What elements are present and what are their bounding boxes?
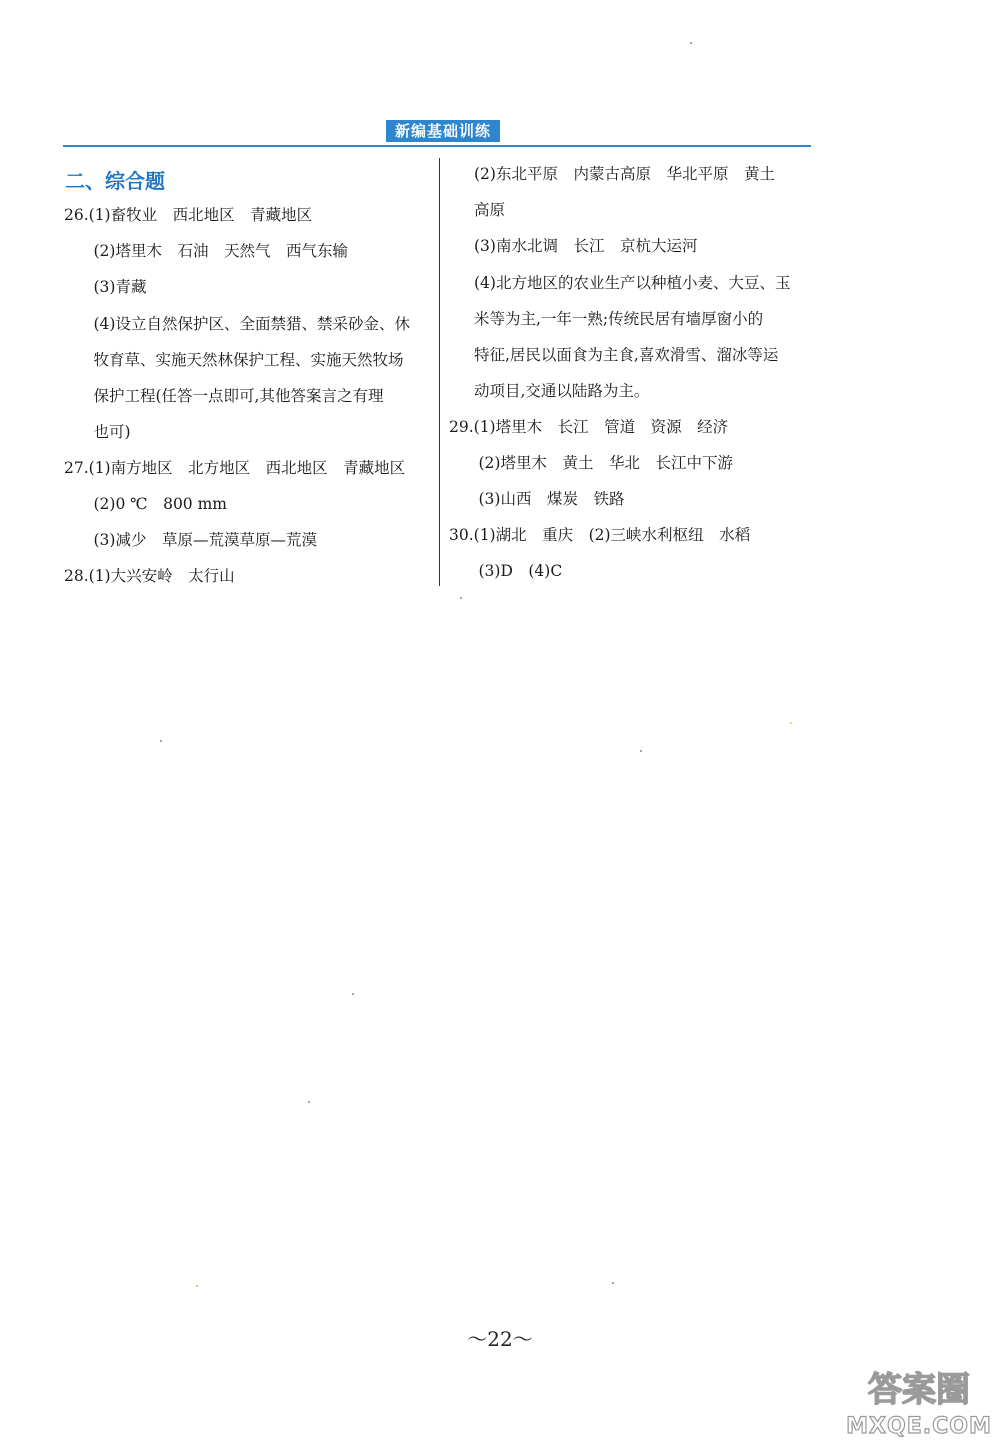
answer-line: 动项目,交通以陆路为主。	[474, 382, 650, 400]
answer-line: (4)设立自然保护区、全面禁猎、禁采砂金、休	[78, 315, 410, 333]
answer-line: (3)南水北调 长江 京杭大运河	[474, 237, 698, 255]
answer-line: (2)塔里木 石油 天然气 西气东输	[78, 242, 348, 260]
answer-line: 特征,居民以面食为主食,喜欢滑雪、溜冰等运	[474, 346, 779, 364]
column-divider	[439, 158, 440, 586]
scan-speck	[308, 1101, 310, 1103]
scan-speck	[640, 750, 642, 752]
scan-speck	[612, 1282, 614, 1284]
answer-line: 也可)	[78, 423, 131, 441]
answer-line: (3)青藏	[78, 278, 147, 296]
answer-line: (2)东北平原 内蒙古高原 华北平原 黄土	[474, 165, 775, 183]
answer-line: (2)塔里木 黄土 华北 长江中下游	[463, 454, 733, 472]
scan-speck	[160, 740, 162, 742]
scan-speck	[790, 722, 792, 724]
answer-line: 26.(1)畜牧业 西北地区 青藏地区	[64, 206, 313, 224]
answer-line: (4)北方地区的农业生产以种植小麦、大豆、玉	[474, 274, 791, 292]
watermark-bottom-text: MXQE.COM	[846, 1414, 992, 1439]
answer-line: 米等为主,一年一熟;传统民居有墙厚窗小的	[474, 310, 764, 328]
answer-line: 28.(1)大兴安岭 太行山	[64, 567, 235, 585]
scan-speck	[352, 993, 354, 995]
answer-line: 保护工程(任答一点即可,其他答案言之有理	[78, 387, 384, 405]
answer-line: (3)D (4)C	[463, 562, 563, 580]
scan-speck	[460, 597, 462, 599]
scan-speck	[196, 1285, 198, 1287]
watermark-top-text: 答案圈	[868, 1370, 970, 1410]
answer-line: 30.(1)湖北 重庆 (2)三峡水利枢纽 水稻	[449, 526, 751, 544]
header-rule	[63, 145, 811, 147]
header-banner-title: 新编基础训练	[386, 120, 500, 142]
answer-line: 牧育草、实施天然林保护工程、实施天然牧场	[78, 351, 404, 369]
page-number: ～22～	[467, 1327, 533, 1351]
answer-line: 高原	[474, 201, 506, 219]
answer-line: 29.(1)塔里木 长江 管道 资源 经济	[449, 418, 729, 436]
watermark-logo-icon	[844, 1361, 994, 1441]
scan-speck	[690, 42, 692, 44]
answer-line: (3)减少 草原—荒漠草原—荒漠	[78, 531, 317, 549]
answer-line: (3)山西 煤炭 铁路	[463, 490, 625, 508]
section-title: 二、综合题	[65, 169, 165, 193]
answer-line: (2)0 ℃ 800 mm	[78, 495, 227, 513]
answer-line: 27.(1)南方地区 北方地区 西北地区 青藏地区	[64, 459, 406, 477]
